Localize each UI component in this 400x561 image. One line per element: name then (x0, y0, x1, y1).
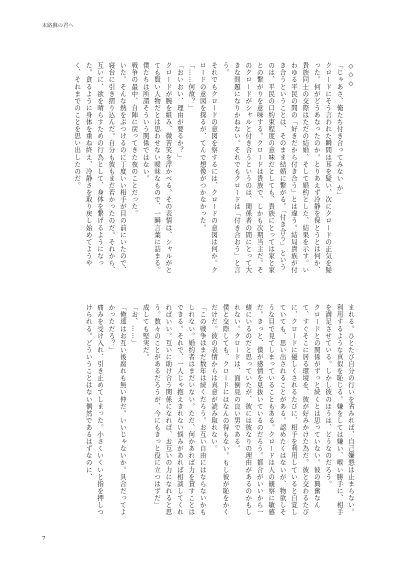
paragraph: 「俺達はお互い後腐れも無い仲だ。いいじゃないか。具合だってよかっただろ？」 (107, 304, 127, 516)
paragraph: 「お、……」 (130, 304, 139, 347)
running-head: 末路蘇の君へ (42, 23, 74, 29)
paragraph: それでもクロードの意図を察するには、クロードの意図は何か。クロードの意図を探るが、てんで想像がつかなかった。 (198, 62, 219, 274)
paragraph: クロードにそう言われた瞬間は耳を疑い、次にクロードの正気を疑った。何がどうあなったのか。とりあえず冷静を保とうとは何か、貴族同士の交際はただの結婚、そして婚約とした、結果を示す。いわゆる平民の間の「好きだから付き合う」とは違う。結局貴族が付き合うということは、そのまま結婚に繋がる。「付き合う」というのは、平民の口約束程度の意味だとしても、貴族にとっては家と家との繋がりを意味する。クロードは貴族で、しかも次期当主だ。そのクロードがシャルと付き合うというのは、関係者の間にとって大きな問題になりかねない。それでもクロードは「付き合おう」と言う。 (221, 62, 333, 274)
page-number: 7 (42, 536, 46, 542)
paragraph: 僕と交際しても、クロードにはなんの得もない。もし彼が恥をかくだけだ。彼の表情からは真意が読み取れない。 (210, 304, 230, 516)
lower-text-block (82, 304, 356, 520)
paragraph: 僕たちは所謂そういう関係ではない。 (141, 62, 150, 182)
upper-text-block (71, 62, 356, 277)
paragraph: 「この戦争はまだ数年は続くだろう。お互い自由にはならないかもしれない。婚約者はまだいない。ただ、何かあれば力を貸すことはできる。それで、一人じゃ抱えきれない悩みがあれば相談してくれればいい。互いに助け合う関係になれば、お互いの力になれると思う。数々のことがあるだろうが、今にもきっと役に立つはずだ」 (153, 304, 207, 516)
paragraph: 「おいおい、理由が要るか？」 (175, 62, 184, 161)
paragraph: いた。そんな熱をぶつけるのに丁度いい相手が目の前にいたので、寝台に引き摺り込んだ。自分も彼もまだ若かったのだ。それから、互いに、欲を晴らすための行為として、身体を繋げるようになった。貪るように身体を重ね終え、冷静さを取り戻し始めてようやく、それまでのことを思い出したのだ。 (73, 62, 127, 274)
paragraph: 「……何故？」 (187, 62, 196, 112)
paragraph: まれる。ひとたび自分の行いを省みれば、自己嫌悪は止まらない。利用するような真似を恥じる。嫌をしては嫌い、喉い勝手に、相手を満足させている。しかし彼のほうは、どうなのだろう。 (324, 304, 355, 516)
paragraph: クロードが腕を組み、微苦笑を浮かべる。その表情は、シャルがとても賢い人物だとは思わせない曖昧なもので、一瞬言葉に詰まる。 (153, 62, 173, 274)
paragraph: クロードとの関係がずっと続くとは思っていない。彼の興奮なんて、すぐそこに居る環境を、彼が好みかけた為だ。彼と交わるたびに、クロードに優しくされるたびに、相手を利用していると自覚していても、思い出されることがある。認めたくはないが、物欲しそうな目で見てしまっていることもある。クロードは人の観察に敏感だ。きっと、僕が感情を見抜いているのだろう。都合がいいから一緒にいるのだと思っていたが、彼には彼なりの理由があるのかもしれない。クロードは、面倒見の良い男である。 (232, 304, 321, 516)
scene-break: ◇◇◇ (347, 62, 355, 88)
paragraph: 成しても堅実だ。 (141, 304, 150, 361)
paragraph: 戦争の最中、自陣に戻ってきた夜のことだった。 (130, 62, 139, 218)
paragraph: 「じゃあさ、俺たち付き合ってみない か」 (335, 62, 344, 199)
paragraph: 痛みを受け入れ、引き止めてしまった。小さくいくいと指を押しつけられる。どういうことはない偶然であるはずなのに、 (84, 304, 105, 516)
